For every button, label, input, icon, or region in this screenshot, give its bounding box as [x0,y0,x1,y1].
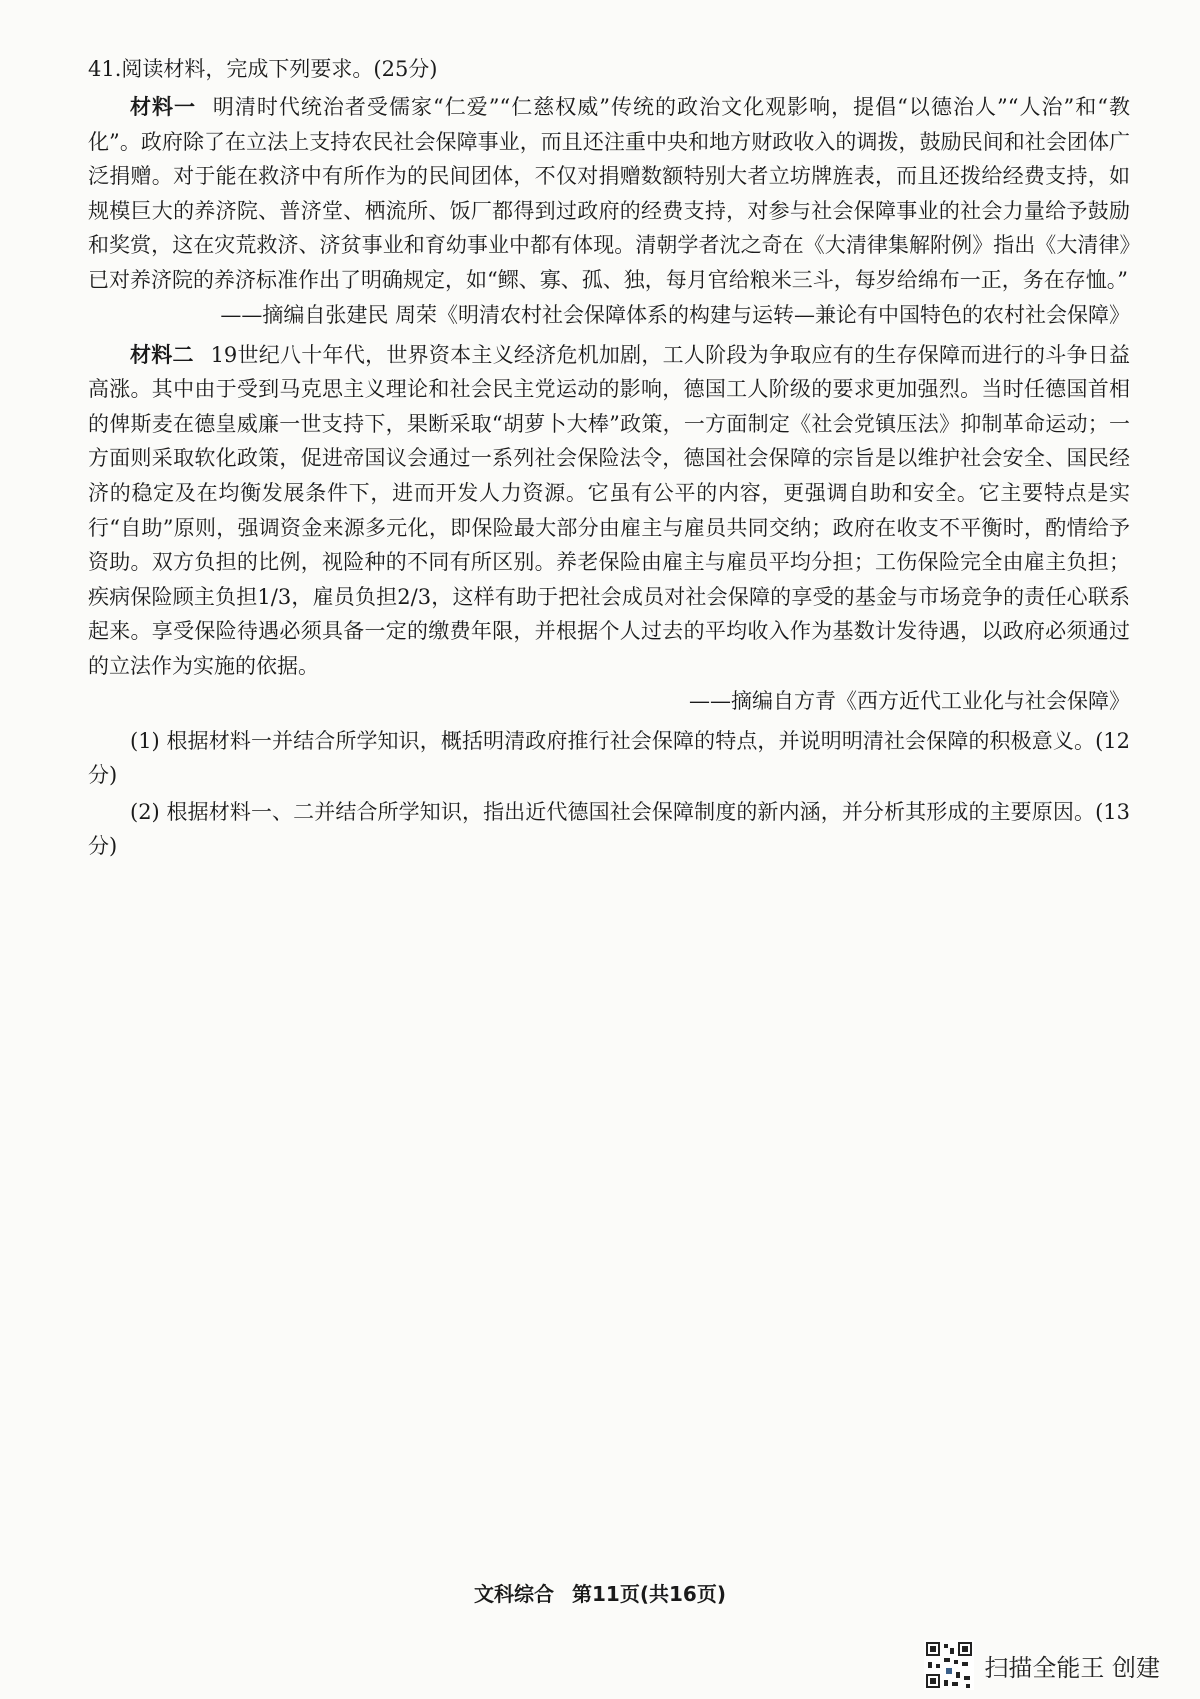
question-title: 41.阅读材料，完成下列要求。(25分) [88,57,438,81]
material-2-label: 材料二 [130,342,194,367]
page-footer [0,1578,1200,1607]
material-1-text: 明清时代统治者受儒家“仁爱”“仁慈权威”传统的政治文化观影响，提倡“以德治人”“人治”和“教化”。政府除了在立法上支持农民社会保障事业，而且还注重中央和地方财政收入的调拨，鼓励民间和社会团体广泛捐赠。对于能在救济中有所作为的民间团体，不仅对捐赠数额特别大者立坊牌旌表，而且还拨给经费支持，如规模巨大的养济院、普济堂、栖流所、饭厂都得到过政府的经费支持，对参与社会保障事业的社会力量给予鼓励和奖赏，这在灾荒救济、济贫事业和育幼事业中都有体现。清朝学者沈之奇在《大清律集解附例》指出《大清律》已对养济院的养济标准作出了明确规定，如“鳏、寡、孤、独，每月官给粮米三斗，每岁给绵布一正，务在存恤。” [88,95,1131,292]
footer-page-number: 第11页(共16页) [572,1582,726,1606]
scanner-watermark-text: 扫描全能王 创建 [984,1653,1160,1682]
question-block [88,52,1130,864]
task-2: (2) 根据材料一、二并结合所学知识，指出近代德国社会保障制度的新内涵，并分析其形成的主要原因。(13分) [88,799,1130,859]
material-1-label: 材料一 [130,95,197,119]
qr-code-icon [924,1640,974,1690]
scanner-watermark [924,1640,1160,1690]
material-2-text: 19世纪八十年代，世界资本主义经济危机加剧，工人阶段为争取应有的生存保障而进行的斗争日益高涨。其中由于受到马克思主义理论和社会民主党运动的影响，德国工人阶级的要求更加强烈。当时任德国首相的俾斯麦在德皇威廉一世支持下，果断采取“胡萝卜大棒”政策，一方面制定《社会党镇压法》抑制革命运动；一方面则采取软化政策，促进帝国议会通过一系列社会保险法令，德国社会保障的宗旨是以维护社会安全、国民经济的稳定及在均衡发展条件下，进而开发人力资源。它虽有公平的内容，更强调自助和安全。它主要特点是实行“自助”原则，强调资金来源多元化，即保险最大部分由雇主与雇员共同交纳；政府在收支不平衡时，酌情给予资助。双方负担的比例，视险种的不同有所区别。养老保险由雇主与雇员平均分担；工伤保险完全由雇主负担；疾病保险顾主负担1/3，雇员负担2/3，这样有助于把社会成员对社会保障的享受的基金与市场竞争的责任心联系起来。享受保险待遇必须具备一定的缴费年限，并根据个人过去的平均收入作为基数计发待遇，以政府必须通过的立法作为实施的依据。 [88,342,1130,678]
task-1: (1) 根据材料一并结合所学知识，概括明清政府推行社会保障的特点，并说明明清社会保障的积极意义。(12分) [88,728,1130,788]
material-1 [88,90,1130,298]
material-2-source: ——摘编自方青《西方近代工业化与社会保障》 [689,688,1130,713]
material-1-source: ——摘编自张建民 周荣《明清农村社会保障体系的构建与运转—兼论有中国特色的农村社会保障》 [220,302,1130,327]
material-2 [88,338,1130,684]
footer-subject: 文科综合 [474,1582,555,1606]
